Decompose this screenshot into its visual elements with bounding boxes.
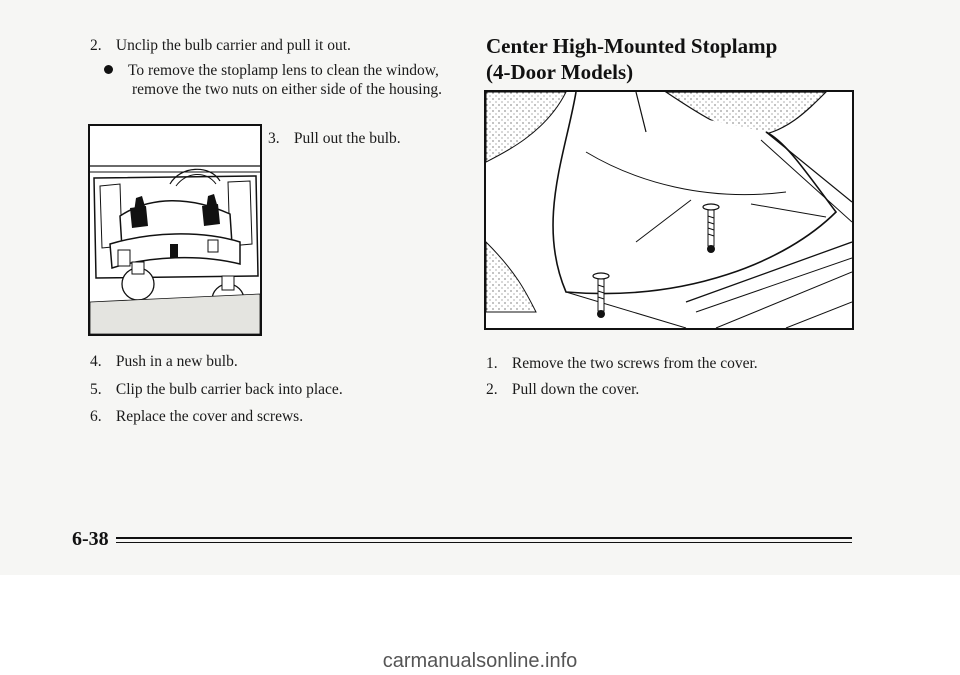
step-text: Remove the two screws from the cover. [511,355,758,372]
step-2-right [486,380,639,399]
stoplamp-cover-figure [484,90,854,330]
step-number: 6. [90,408,102,425]
bullet-dot-icon [104,65,113,74]
watermark-link[interactable]: carmanualsonline.info [382,650,578,672]
step-number: 1. [486,355,498,372]
page-number: 6-38 [72,528,109,550]
step-number: 4. [90,353,102,370]
bulb-carrier-illustration [90,126,260,334]
step-2-left [90,36,351,55]
step-text: Pull down the cover. [511,381,640,398]
bullet-note [104,61,472,99]
step-text: Unclip the bulb carrier and pull it out. [115,37,351,54]
step-number: 2. [486,381,498,398]
step-text: Clip the bulb carrier back into place. [115,381,343,398]
step-number: 5. [90,381,102,398]
step-6-left [90,407,303,426]
bullet-text: To remove the stoplamp lens to clean the window, remove the two nuts on either side of the housing. [128,62,442,98]
stoplamp-cover-illustration [486,92,852,328]
bulb-carrier-figure [88,124,262,336]
step-5-left [90,380,343,399]
step-number: 2. [90,37,102,54]
step-3-left [268,129,401,148]
footer-rule-top [116,537,852,539]
section-heading [486,33,777,85]
step-number: 3. [268,130,280,147]
step-text: Push in a new bulb. [115,353,238,370]
heading-line-1: Center High-Mounted Stoplamp [486,34,778,58]
footer-rule-bottom [116,542,852,543]
step-1-right [486,354,758,373]
step-4-left [90,352,238,371]
heading-line-2: (4-Door Models) [486,60,634,84]
step-text: Pull out the bulb. [293,130,401,147]
step-text: Replace the cover and screws. [115,408,304,425]
